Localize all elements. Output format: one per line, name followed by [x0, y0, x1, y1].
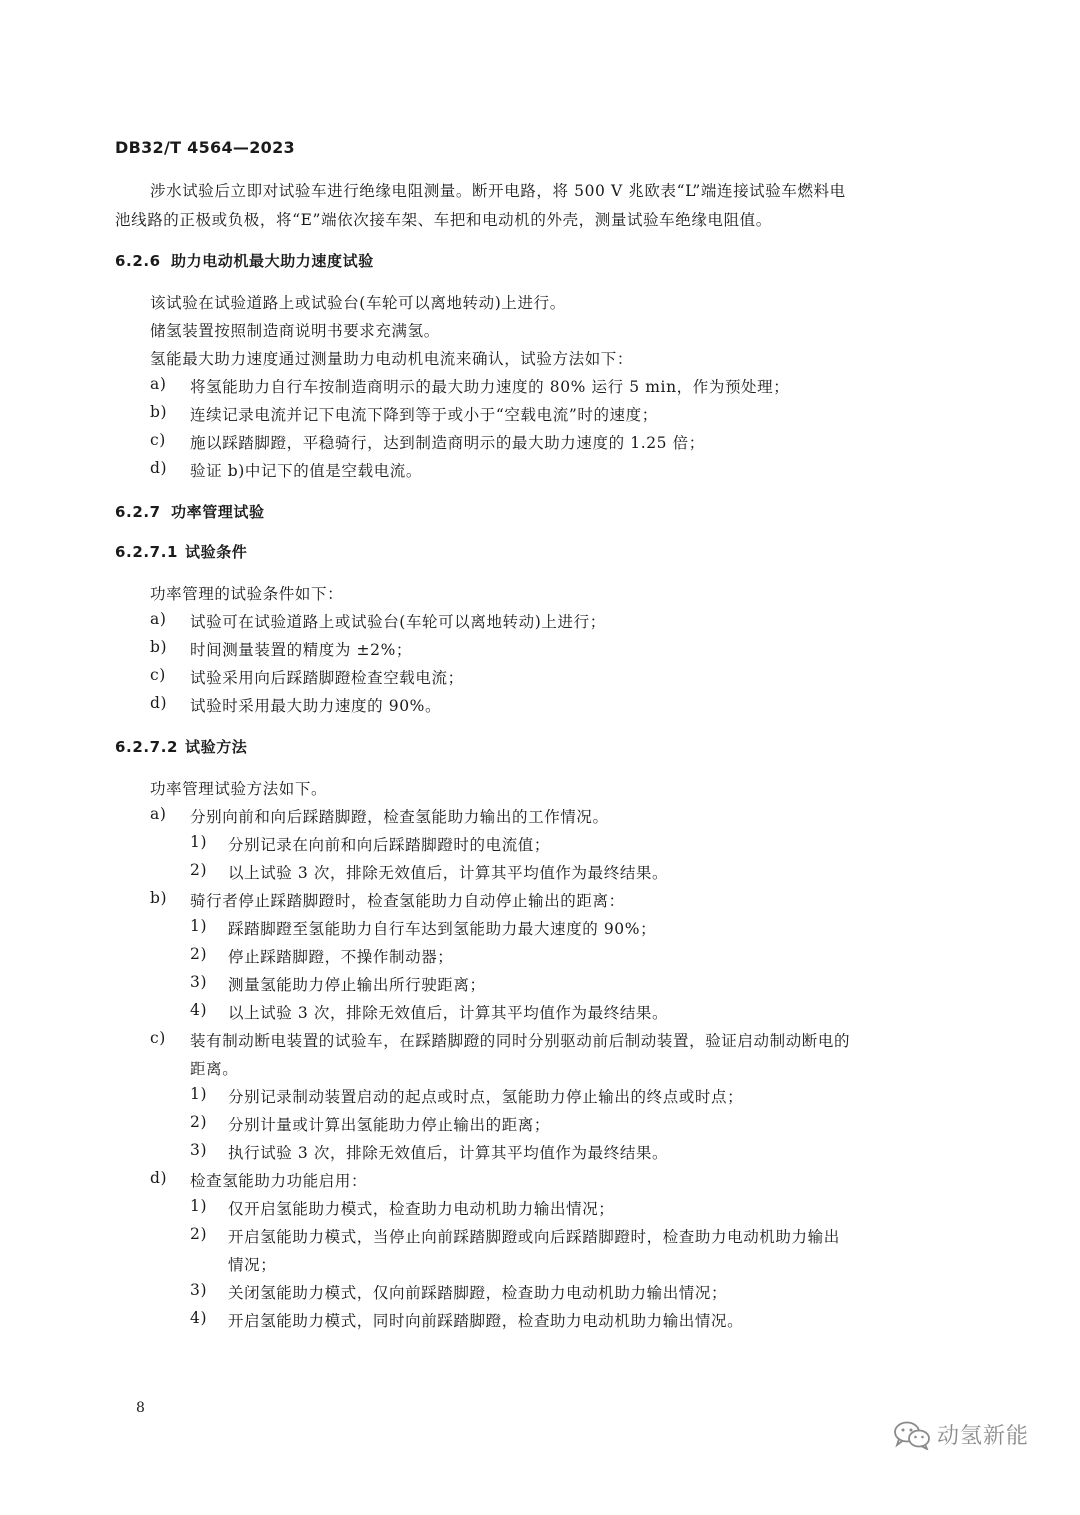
section-6-2-6-heading	[115, 250, 374, 271]
sub-item-text: 执行试验 3 次，排除无效值后，计算其平均值作为最终结果。	[228, 1144, 669, 1162]
paragraph: 该试验在试验道路上或试验台(车轮可以离地转动)上进行。	[150, 294, 566, 312]
list-item-text: 试验采用向后踩踏脚蹬检查空载电流；	[190, 669, 464, 687]
list-item-text: 试验可在试验道路上或试验台(车轮可以离地转动)上进行；	[190, 613, 606, 631]
sub-item-text: 开启氢能助力模式，同时向前踩踏脚蹬，检查助力电动机助力输出情况。	[228, 1312, 744, 1330]
section-title: 试验条件	[185, 543, 248, 561]
sub-item-marker: 1)	[190, 1197, 208, 1215]
list-item-marker: b)	[150, 403, 168, 421]
list-item-text: 连续记录电流并记下电流下降到等于或小于“空载电流”时的速度；	[190, 406, 658, 424]
list-item-marker: a)	[150, 805, 167, 823]
list-item-text: 时间测量装置的精度为 ±2%；	[190, 641, 413, 659]
paragraph: 氢能最大助力速度通过测量助力电动机电流来确认，试验方法如下：	[150, 350, 634, 368]
paragraph: 储氢装置按照制造商说明书要求充满氢。	[150, 322, 440, 340]
list-item-marker: b)	[150, 889, 168, 907]
wechat-icon	[893, 1420, 931, 1450]
sub-item-text: 踩踏脚蹬至氢能助力自行车达到氢能助力最大速度的 90%；	[228, 920, 657, 938]
list-item-text-continued: 距离。	[190, 1060, 239, 1078]
sub-item-text: 分别记录制动装置启动的起点或时点，氢能助力停止输出的终点或时点；	[228, 1088, 744, 1106]
list-item-marker: b)	[150, 638, 168, 656]
section-6-2-7-heading	[115, 501, 265, 522]
list-item-marker: c)	[150, 431, 166, 449]
section-number: 6.2.7.1	[115, 543, 179, 561]
intro-line-1: 涉水试验后立即对试验车进行绝缘电阻测量。断开电路，将 500 V 兆欧表“L”端连接试验车燃料电	[150, 182, 846, 200]
list-item-marker: a)	[150, 375, 167, 393]
sub-item-marker: 3)	[190, 1281, 208, 1299]
sub-item-text-continued: 情况；	[228, 1256, 277, 1274]
sub-item-text: 停止踩踏脚蹬，不操作制动器；	[228, 948, 454, 966]
document-code-header: DB32/T 4564—2023	[115, 138, 295, 157]
list-item-text: 试验时采用最大助力速度的 90%。	[190, 697, 442, 715]
list-item-marker: c)	[150, 666, 166, 684]
sub-item-marker: 1)	[190, 917, 208, 935]
intro-line-2: 池线路的正极或负极，将“E”端依次接车架、车把和电动机的外壳，测量试验车绝缘电阻值。	[115, 211, 772, 229]
section-title: 试验方法	[185, 738, 248, 756]
section-title: 助力电动机最大助力速度试验	[171, 252, 374, 270]
sub-item-text: 关闭氢能助力模式，仅向前踩踏脚蹬，检查助力电动机助力输出情况；	[228, 1284, 728, 1302]
section-title: 功率管理试验	[171, 503, 265, 521]
sub-item-text: 分别计量或计算出氢能助力停止输出的距离；	[228, 1116, 551, 1134]
sub-item-marker: 1)	[190, 833, 208, 851]
sub-item-text: 测量氢能助力停止输出所行驶距离；	[228, 976, 486, 994]
sub-item-text: 以上试验 3 次，排除无效值后，计算其平均值作为最终结果。	[228, 864, 669, 882]
section-6-2-7-2-heading	[115, 736, 247, 757]
watermark	[893, 1419, 1029, 1450]
section-number: 6.2.7.2	[115, 738, 179, 756]
list-item-text: 骑行者停止踩踏脚蹬时，检查氢能助力自动停止输出的距离：	[190, 892, 625, 910]
list-item-marker: d)	[150, 1169, 168, 1187]
sub-item-marker: 4)	[190, 1309, 208, 1327]
list-item-text: 分别向前和向后踩踏脚蹬，检查氢能助力输出的工作情况。	[190, 808, 609, 826]
list-item-text: 施以踩踏脚蹬，平稳骑行，达到制造商明示的最大助力速度的 1.25 倍；	[190, 434, 705, 452]
list-item-marker: d)	[150, 694, 168, 712]
list-item-marker: c)	[150, 1029, 166, 1047]
list-item-marker: a)	[150, 610, 167, 628]
sub-item-marker: 2)	[190, 1113, 208, 1131]
section-number: 6.2.6	[115, 252, 161, 270]
sub-item-text: 分别记录在向前和向后踩踏脚蹬时的电流值；	[228, 836, 551, 854]
list-item-marker: d)	[150, 459, 168, 477]
list-item-text: 检查氢能助力功能启用：	[190, 1172, 368, 1190]
paragraph: 功率管理的试验条件如下：	[150, 585, 344, 603]
sub-item-marker: 2)	[190, 945, 208, 963]
sub-item-marker: 2)	[190, 1225, 208, 1243]
sub-item-text: 以上试验 3 次，排除无效值后，计算其平均值作为最终结果。	[228, 1004, 669, 1022]
list-item-text: 装有制动断电装置的试验车，在踩踏脚蹬的同时分别驱动前后制动装置，验证启动制动断电的	[190, 1032, 851, 1050]
list-item-text: 验证 b)中记下的值是空载电流。	[190, 462, 422, 480]
list-item-text: 将氢能助力自行车按制造商明示的最大助力速度的 80% 运行 5 min，作为预处理；	[190, 378, 790, 396]
sub-item-marker: 4)	[190, 1001, 208, 1019]
sub-item-marker: 2)	[190, 861, 208, 879]
page-number: 8	[136, 1400, 145, 1416]
sub-item-text: 仅开启氢能助力模式，检查助力电动机助力输出情况；	[228, 1200, 615, 1218]
sub-item-text: 开启氢能助力模式，当停止向前踩踏脚蹬或向后踩踏脚蹬时，检查助力电动机助力输出	[228, 1228, 840, 1246]
section-6-2-7-1-heading	[115, 541, 247, 562]
section-number: 6.2.7	[115, 503, 161, 521]
watermark-text: 动氢新能	[937, 1424, 1030, 1449]
paragraph: 功率管理试验方法如下。	[150, 780, 328, 798]
sub-item-marker: 3)	[190, 973, 208, 991]
sub-item-marker: 1)	[190, 1085, 208, 1103]
sub-item-marker: 3)	[190, 1141, 208, 1159]
